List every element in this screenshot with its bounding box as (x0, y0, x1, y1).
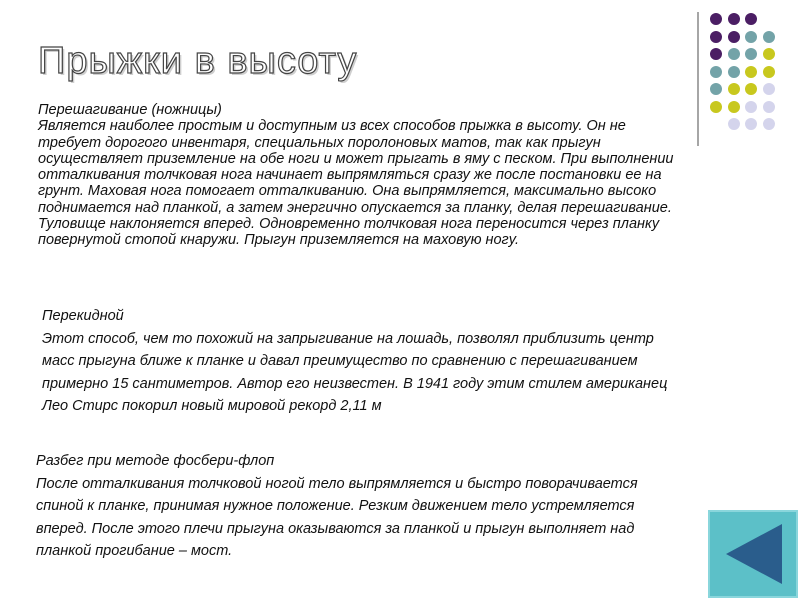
section-heading: Разбег при методе фосбери-флоп (36, 453, 275, 469)
decorative-dot (728, 83, 740, 95)
decorative-dot (728, 66, 740, 78)
decorative-dot (763, 31, 775, 43)
section-scissors (38, 102, 678, 249)
decorative-dot (710, 48, 722, 60)
decorative-dot (710, 66, 722, 78)
decorative-dot (745, 66, 757, 78)
decorative-dot (745, 118, 757, 130)
section-fosbury-flop (36, 450, 666, 563)
decorative-dot (745, 101, 757, 113)
section-body: Этот способ, чем то похожий на запрыгивание на лошадь, позволял приблизить центр масс прыгуна ближе к планке и давал преимущество по сравнению с перешагиванием примерно 15 сантиметров. Автор его неизвестен. В 1941 году этим стилем американец Лео Стирс покорил новый мировой рекорд 2,11 м (42, 330, 668, 414)
decorative-dot (763, 101, 775, 113)
decorative-dot (728, 101, 740, 113)
decorative-dot (728, 118, 740, 130)
section-body: Является наиболее простым и доступным из всех способов прыжка в высоту. Он не требует дорогого инвентаря, специальных поролоновых матов, так как прыгун осуществляет приземление на обе ноги и может прыгать в яму с песком. При выполнении отталкивания толчковая нога начинает выпрямляться сразу же после постановки ее на грунт. Маховая нога помогает отталкиванию. Она выпрямляется, максимально высоко поднимается над планкой, а затем энергично опускается за планку, делая перешагивание. Туловище наклоняется вперед. Одновременно толчковая нога переносится через планку повернутой стопой кнаружи. Прыгун приземляется на маховую ногу. (38, 118, 674, 249)
decorative-dot (710, 13, 722, 25)
decorative-dot (745, 48, 757, 60)
decorative-dot (763, 118, 775, 130)
back-navigation-button[interactable] (708, 510, 798, 598)
section-heading: Перекидной (42, 308, 124, 324)
decorative-dot (710, 101, 722, 113)
decorative-dot (728, 31, 740, 43)
slide-title: Прыжки в высоту (38, 40, 358, 82)
decorative-dot (728, 48, 740, 60)
decorative-dot (763, 48, 775, 60)
decorative-dot (745, 83, 757, 95)
decorative-dot (763, 66, 775, 78)
section-body: После отталкивания толчковой ногой тело выпрямляется и быстро поворачивается спиной к планке, принимая нужное положение. Резким движением тело устремляется вперед. После этого плечи прыгуна оказываются за планкой и прыгун выполняет над планкой прогибание – мост. (36, 475, 638, 559)
section-heading: Перешагивание (ножницы) (38, 102, 222, 118)
decorative-dot (728, 13, 740, 25)
decorative-dot (745, 31, 757, 43)
decorative-dot (710, 83, 722, 95)
decorative-divider-line (697, 12, 699, 146)
section-straddle (42, 305, 672, 418)
decorative-dot (745, 13, 757, 25)
decorative-dot (763, 83, 775, 95)
decorative-dot (710, 31, 722, 43)
back-arrow-icon (708, 510, 798, 598)
